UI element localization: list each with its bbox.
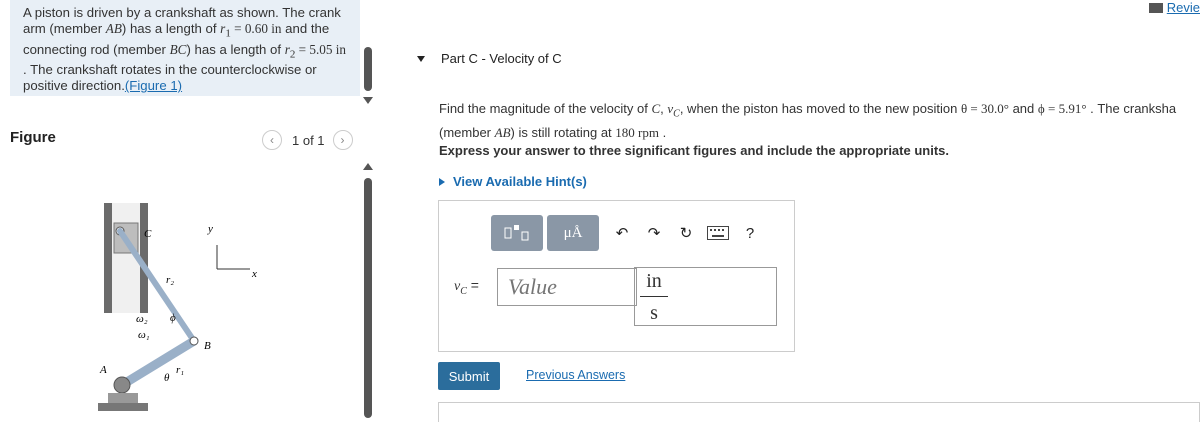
unit-numerator: in (646, 270, 662, 292)
var-v: v (454, 279, 461, 295)
cylinder-wall-left (104, 203, 112, 313)
label-phi: ϕ (170, 312, 176, 324)
r1-symbol: r (220, 21, 226, 36)
r2-symbol: r (284, 41, 290, 57)
member-bc: BC (169, 41, 187, 57)
chevron-left-icon[interactable]: ‹ (262, 130, 282, 150)
units-field[interactable] (634, 267, 777, 326)
q-text: and (1008, 101, 1038, 116)
label-w2: ω₂ (136, 313, 148, 325)
r2-sub: 2 (289, 48, 296, 61)
answer-box (438, 200, 795, 352)
q-v-sub: C (673, 108, 680, 120)
member-ab: AB (105, 21, 122, 36)
scroll-down-icon[interactable] (363, 97, 373, 104)
problem-text: . The crankshaft rotates in the counterclockwise or positive direction. (23, 62, 317, 94)
redo-icon[interactable]: ↷ (647, 225, 661, 242)
mechanism-diagram (80, 195, 280, 418)
figure-pager (262, 130, 353, 150)
label-w1: ω₁ (138, 329, 150, 341)
r2-value: = 5.05 in (295, 41, 347, 57)
unit-denominator: s (650, 302, 658, 324)
part-header[interactable] (417, 51, 562, 66)
scroll-up-icon[interactable] (363, 163, 373, 170)
var-sub: C (460, 285, 467, 297)
q-text: ) is still rotating at (510, 124, 616, 140)
templates-icon[interactable] (491, 215, 543, 251)
review-icon (1149, 3, 1163, 13)
undo-icon[interactable]: ↶ (615, 225, 629, 242)
r1-value: = 0.60 in (230, 21, 282, 36)
r1-sub: 1 (225, 27, 231, 40)
support-base (108, 393, 138, 403)
part-title: Part C - Velocity of C (441, 51, 562, 66)
q-text: . The cranksha (1086, 101, 1177, 116)
units-icon[interactable] (547, 215, 599, 251)
q-text: . (658, 124, 667, 140)
units-fraction (635, 268, 673, 327)
q-member-ab: AB (494, 124, 511, 140)
submit-button[interactable]: Submit (438, 362, 500, 390)
q-text: , (660, 101, 668, 116)
instruction-text: Express your answer to three significant figures and include the appropriate units. (439, 143, 949, 158)
figure-counter: 1 of 1 (292, 132, 325, 148)
fraction-bar (640, 296, 668, 297)
value-input[interactable] (497, 268, 637, 306)
label-x: x (252, 268, 257, 280)
question-text (439, 100, 1200, 142)
q-text: , when the piston has moved to the new position (679, 101, 961, 116)
help-icon[interactable]: ? (745, 224, 755, 242)
scrollbar-thumb[interactable] (364, 178, 372, 418)
theta-value: θ = 30.0° (960, 101, 1009, 116)
review-label[interactable]: Revie (1166, 0, 1200, 15)
hints-label[interactable]: View Available Hint(s) (453, 174, 587, 189)
pin-a (114, 377, 130, 393)
problem-text: ) has a length of (121, 21, 221, 36)
keyboard-icon[interactable] (705, 220, 731, 246)
q-point-c: C (651, 101, 661, 116)
problem-text: and the connecting rod (member (23, 21, 330, 57)
expand-triangle-icon[interactable] (439, 178, 445, 186)
problem-statement (10, 0, 360, 96)
rpm-value: 180 rpm (615, 124, 659, 140)
label-r1: r₁ (176, 364, 185, 376)
figure-link[interactable]: (Figure 1) (124, 78, 183, 94)
crankshaft-figure (80, 195, 280, 418)
panel-divider[interactable] (360, 0, 376, 418)
phi-value: ϕ = 5.91° (1037, 101, 1087, 116)
figure-heading: Figure (10, 129, 56, 146)
scrollbar-top-thumb[interactable] (364, 47, 372, 91)
previous-answers-link[interactable]: Previous Answers (526, 368, 626, 382)
review-link[interactable] (1149, 0, 1200, 15)
label-c: C (144, 228, 152, 240)
math-toolbar (491, 214, 763, 252)
answer-row (454, 268, 637, 306)
next-part-box (438, 402, 1200, 422)
label-b: B (204, 340, 211, 352)
collapse-triangle-icon[interactable] (417, 56, 425, 62)
problem-text: ) has a length of (186, 41, 285, 57)
label-r2: r₂ (166, 274, 175, 286)
hints-toggle[interactable] (439, 174, 587, 189)
q-text: (member (439, 124, 495, 140)
var-eq: = (466, 277, 479, 294)
label-y: y (208, 223, 213, 235)
variable-label (454, 277, 492, 297)
q-v: v (667, 101, 674, 116)
pin-b (190, 337, 198, 345)
crank-arm (122, 341, 194, 385)
label-theta: θ (164, 372, 170, 384)
problem-text: A piston is driven by a crankshaft as shown. The crank arm (member (23, 5, 341, 36)
units-glyph: μÅ (563, 224, 583, 241)
chevron-right-icon[interactable]: › (333, 130, 353, 150)
q-text: Find the magnitude of the velocity of (439, 101, 652, 116)
reset-icon[interactable]: ↻ (679, 225, 693, 242)
ground (98, 403, 148, 411)
label-a: A (100, 364, 107, 376)
